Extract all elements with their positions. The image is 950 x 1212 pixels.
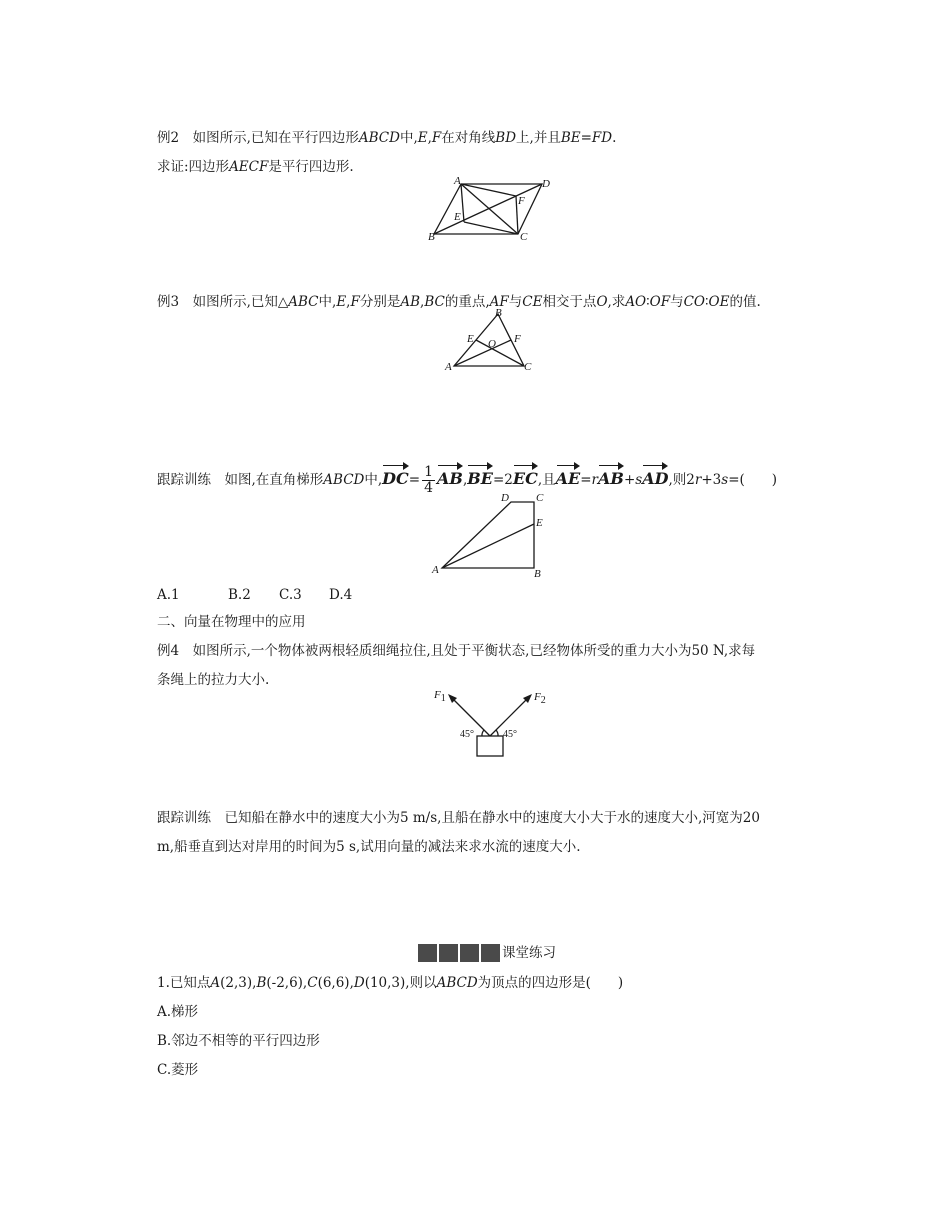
text: (10,3),则以 [364,975,437,991]
fraction-denominator: 4 [424,480,434,496]
practice-option-b: B.邻边不相等的平行四边形 [157,1033,320,1049]
segment-ae [442,524,534,568]
label-e: E [536,517,543,529]
text: B [256,975,267,991]
text: (2,3), [220,975,257,991]
text: ∶ [646,294,650,310]
text: AO [625,294,647,310]
text: ABCD [436,975,478,991]
practice-question-1 [157,973,623,993]
text: + [623,472,636,488]
text: ABC [288,294,319,310]
vector-ae: AE [556,462,581,492]
text: 的值. [729,294,761,310]
label-b: B [534,568,541,580]
label-f: F [514,333,521,345]
example-4-line-2: 条绳上的拉力大小. [157,672,270,688]
angle-arc-right [496,730,498,736]
text: . [612,130,617,146]
text: 是平行四边形. [268,159,354,175]
text: 例3 如图所示,已知△ [157,294,289,310]
trapezoid-figure [430,488,555,580]
example-4-line-1: 例4 如图所示,一个物体被两根轻质细绳拉住,且处于平衡状态,已经物体所受的重力大小为50 N,求每 [157,643,756,659]
vector-be: BE [467,462,493,492]
vector-dc: DC [382,462,409,492]
segment-ec [464,222,518,234]
text: =2 [492,472,513,488]
practice-title: 课堂练习 [502,945,556,961]
text: OE [708,294,730,310]
text: C [307,975,318,991]
label-b: B [428,231,435,243]
label-d: D [542,178,550,190]
text: ABCD [358,130,400,146]
trapezoid-abcd [442,502,534,568]
segment-ae [461,184,464,222]
text: r [694,472,702,488]
label-c: C [524,361,532,373]
vector-ad: AD [642,462,668,492]
force-figure [430,684,550,764]
choice-d: D.4 [329,587,353,603]
text: ,且 [537,472,556,488]
text: = [580,472,592,488]
angle-arc-left [482,730,484,736]
vector-ab: AB [437,462,463,492]
text: (-2,6), [266,975,308,991]
text: F [350,294,360,310]
section-marker-boxes [418,944,502,962]
text: , [427,130,432,146]
text: ,求 [607,294,626,310]
label-d: D [501,492,509,504]
label-f: F [518,195,525,207]
label-e: E [467,333,474,345]
text: ABCD [323,472,365,488]
label-a: A [432,564,439,576]
text: , [420,294,425,310]
text: A [210,975,221,991]
text: 为顶点的四边形是( ) [477,975,624,991]
text: +3 [701,472,722,488]
text: 相交于点 [542,294,597,310]
text: AF [489,294,509,310]
text: 在对角线 [441,130,496,146]
choice-c: C.3 [279,587,302,603]
parallelogram-figure [420,172,560,244]
track-exercise-2-line-2: m,船垂直到达对岸用的时间为5 s,试用向量的减法来求水流的速度大小. [157,839,581,855]
text: 中, [364,472,383,488]
text: 例2 如图所示,已知在平行四边形 [157,130,359,146]
example-2-prove [157,157,354,177]
example-2-statement [157,128,616,148]
label-b: B [495,307,502,319]
text: 1.已知点 [157,975,211,991]
text: (6,6), [317,975,354,991]
text: 与 [508,294,523,310]
text: AECF [229,159,269,175]
text: 中, [399,130,418,146]
text: BD [495,130,517,146]
label-a: A [445,361,452,373]
text: D [353,975,365,991]
label-f1: F1 [434,689,446,704]
text: 上,并且 [516,130,561,146]
label-c: C [536,492,544,504]
label-c: C [520,231,528,243]
text: s [635,472,643,488]
section-heading: 二、向量在物理中的应用 [157,614,306,630]
text: OF [649,294,671,310]
text: 分别是 [359,294,401,310]
text: CE [522,294,543,310]
vector-ab: AB [598,462,624,492]
text: 跟踪训练 如图,在直角梯形 [157,472,324,488]
text: 与 [670,294,684,310]
text: O [596,294,608,310]
label-f2: F2 [534,691,546,706]
label-e: E [454,211,461,223]
text: 中, [318,294,337,310]
text: E [417,130,428,146]
text: ∶ [705,294,709,310]
text: = [408,472,421,488]
text: AB [400,294,421,310]
text: r [591,472,598,488]
segment-af [461,184,516,196]
text: BC [424,294,445,310]
label-angle-right: 45° [503,729,517,740]
diagonal-bd [434,184,542,234]
text: E [336,294,347,310]
fraction-numerator: 1 [424,464,434,480]
triangle-figure [440,306,540,374]
label-a: A [454,175,461,187]
choice-b: B.2 [228,587,251,603]
text: , [346,294,351,310]
choice-a: A.1 [157,587,180,603]
text: BE=FD [560,130,613,146]
label-angle-left: 45° [460,729,474,740]
text: 的重点, [444,294,490,310]
text: =( ) [728,472,778,488]
label-o: O [488,338,496,350]
text: 求证:四边形 [157,159,230,175]
object-box [477,736,503,756]
text: CO [683,294,705,310]
text: s [721,472,729,488]
practice-option-a: A.梯形 [157,1004,199,1020]
diagonal-ac [461,184,518,234]
text: ,则2 [668,472,695,488]
text: F [431,130,442,146]
vector-ec: EC [513,462,538,492]
track-exercise-2-line-1: 跟踪训练 已知船在静水中的速度大小为5 m/s,且船在静水中的速度大小大于水的速度大小,河宽为20 [157,810,760,826]
practice-option-c: C.菱形 [157,1062,199,1078]
text: , [462,472,468,488]
